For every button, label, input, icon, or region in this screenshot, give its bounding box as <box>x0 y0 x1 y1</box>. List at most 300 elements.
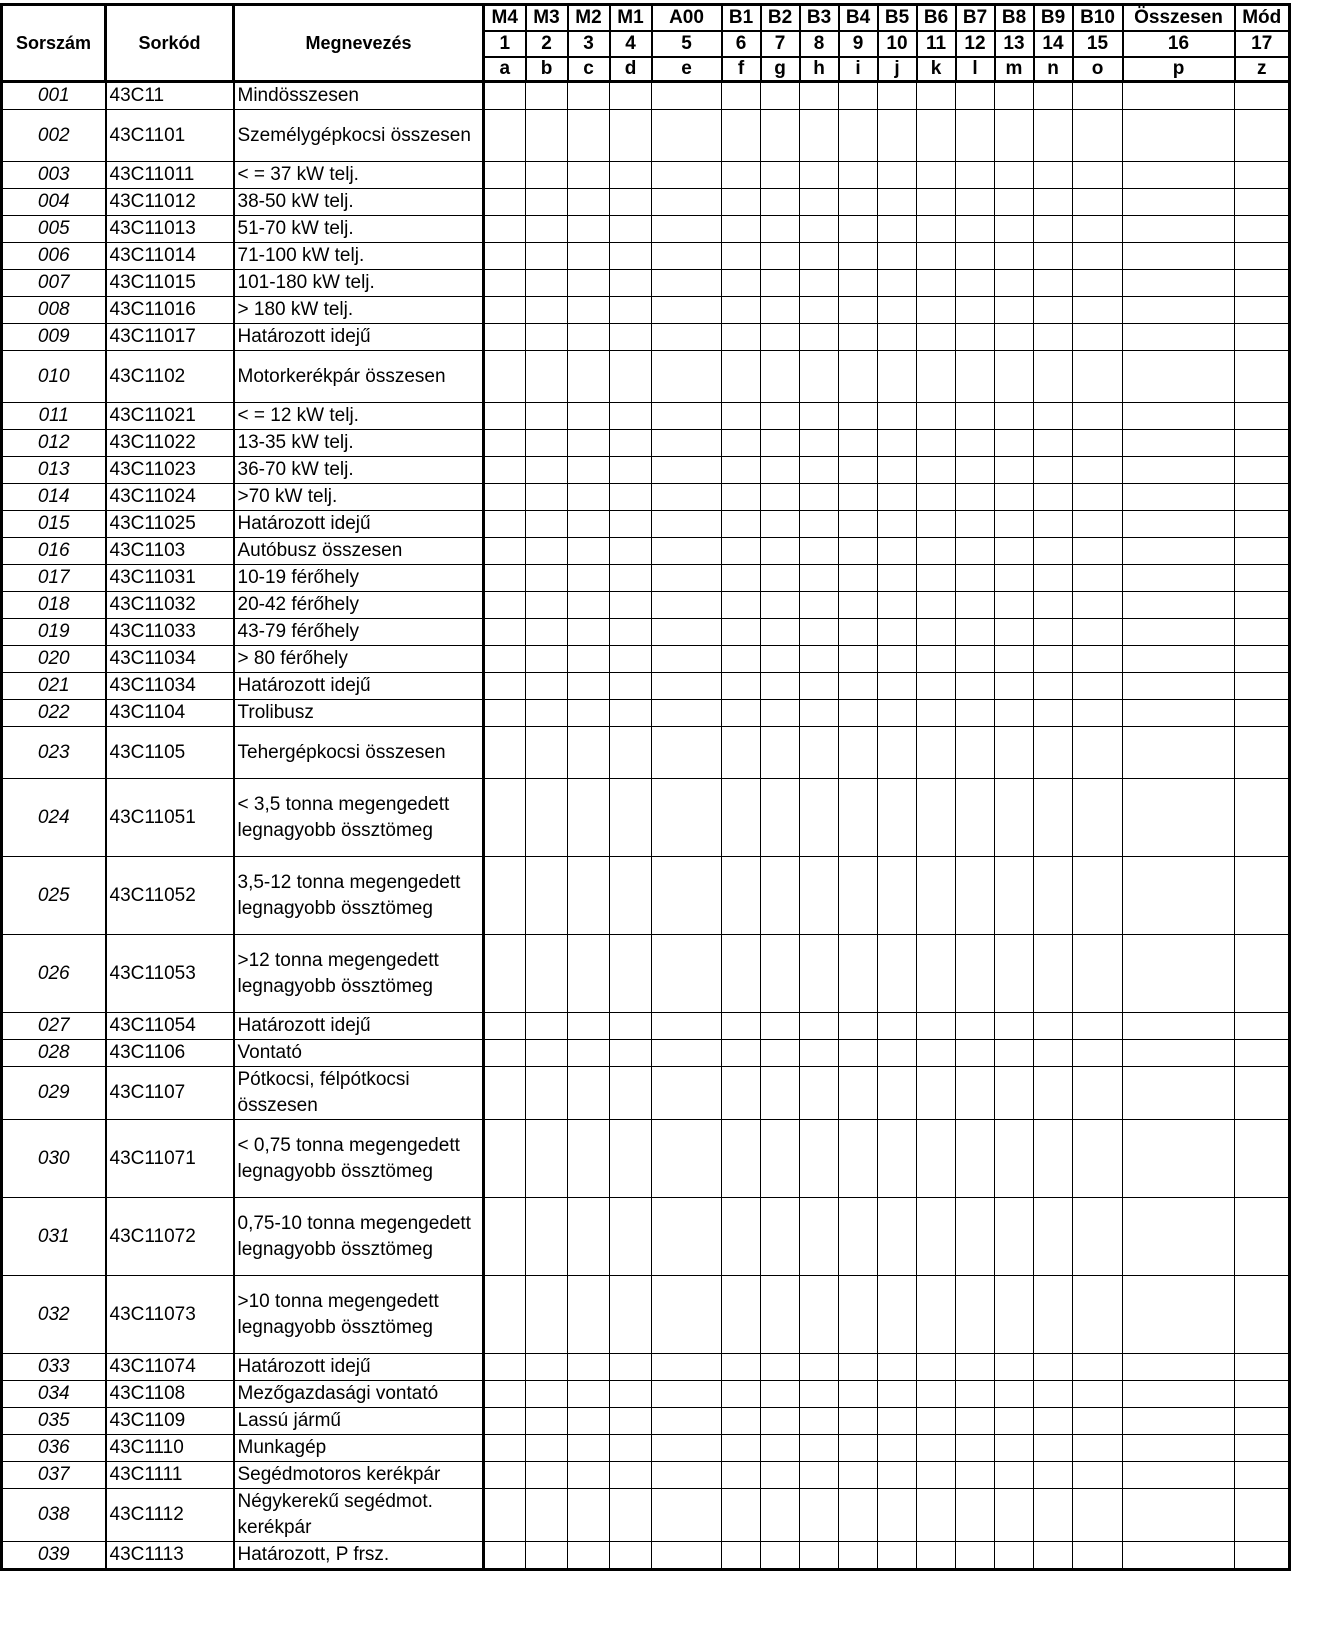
data-entry-cell[interactable] <box>917 1276 956 1354</box>
data-entry-cell[interactable] <box>1073 1120 1123 1198</box>
data-entry-cell[interactable] <box>1034 1435 1073 1462</box>
data-entry-cell[interactable] <box>1123 189 1235 216</box>
data-entry-cell[interactable] <box>1123 619 1235 646</box>
data-entry-cell[interactable] <box>1034 430 1073 457</box>
data-entry-cell[interactable] <box>722 538 761 565</box>
data-entry-cell[interactable] <box>568 110 610 162</box>
data-entry-cell[interactable] <box>568 430 610 457</box>
data-entry-cell[interactable] <box>1073 1067 1123 1120</box>
data-entry-cell[interactable] <box>652 565 722 592</box>
data-entry-cell[interactable] <box>878 935 917 1013</box>
data-entry-cell[interactable] <box>761 1120 800 1198</box>
data-entry-cell[interactable] <box>761 1542 800 1570</box>
data-entry-cell[interactable] <box>956 351 995 403</box>
data-entry-cell[interactable] <box>1073 1462 1123 1489</box>
data-entry-cell[interactable] <box>956 1276 995 1354</box>
data-entry-cell[interactable] <box>526 457 568 484</box>
data-entry-cell[interactable] <box>1034 216 1073 243</box>
data-entry-cell[interactable] <box>652 1276 722 1354</box>
data-entry-cell[interactable] <box>1235 270 1290 297</box>
data-entry-cell[interactable] <box>526 1354 568 1381</box>
data-entry-cell[interactable] <box>800 1542 839 1570</box>
data-entry-cell[interactable] <box>568 619 610 646</box>
data-entry-cell[interactable] <box>917 1354 956 1381</box>
data-entry-cell[interactable] <box>1123 857 1235 935</box>
data-entry-cell[interactable] <box>917 1542 956 1570</box>
data-entry-cell[interactable] <box>839 592 878 619</box>
data-entry-cell[interactable] <box>995 1489 1034 1542</box>
data-entry-cell[interactable] <box>800 1354 839 1381</box>
data-entry-cell[interactable] <box>568 1542 610 1570</box>
data-entry-cell[interactable] <box>878 243 917 270</box>
data-entry-cell[interactable] <box>1073 538 1123 565</box>
data-entry-cell[interactable] <box>1235 457 1290 484</box>
data-entry-cell[interactable] <box>1123 324 1235 351</box>
data-entry-cell[interactable] <box>1034 673 1073 700</box>
data-entry-cell[interactable] <box>995 1435 1034 1462</box>
data-entry-cell[interactable] <box>526 189 568 216</box>
data-entry-cell[interactable] <box>1123 511 1235 538</box>
data-entry-cell[interactable] <box>878 646 917 673</box>
data-entry-cell[interactable] <box>1123 270 1235 297</box>
data-entry-cell[interactable] <box>800 779 839 857</box>
data-entry-cell[interactable] <box>1123 403 1235 430</box>
data-entry-cell[interactable] <box>878 1408 917 1435</box>
data-entry-cell[interactable] <box>878 324 917 351</box>
data-entry-cell[interactable] <box>568 1489 610 1542</box>
data-entry-cell[interactable] <box>1235 1542 1290 1570</box>
data-entry-cell[interactable] <box>652 1542 722 1570</box>
data-entry-cell[interactable] <box>839 216 878 243</box>
data-entry-cell[interactable] <box>652 189 722 216</box>
data-entry-cell[interactable] <box>1123 1198 1235 1276</box>
data-entry-cell[interactable] <box>568 935 610 1013</box>
data-entry-cell[interactable] <box>956 673 995 700</box>
data-entry-cell[interactable] <box>995 189 1034 216</box>
data-entry-cell[interactable] <box>1034 189 1073 216</box>
data-entry-cell[interactable] <box>761 565 800 592</box>
data-entry-cell[interactable] <box>652 727 722 779</box>
data-entry-cell[interactable] <box>484 1381 526 1408</box>
data-entry-cell[interactable] <box>956 484 995 511</box>
data-entry-cell[interactable] <box>652 324 722 351</box>
data-entry-cell[interactable] <box>761 189 800 216</box>
data-entry-cell[interactable] <box>800 1489 839 1542</box>
data-entry-cell[interactable] <box>610 1013 652 1040</box>
data-entry-cell[interactable] <box>956 297 995 324</box>
data-entry-cell[interactable] <box>568 351 610 403</box>
data-entry-cell[interactable] <box>1034 646 1073 673</box>
data-entry-cell[interactable] <box>800 592 839 619</box>
data-entry-cell[interactable] <box>568 1381 610 1408</box>
data-entry-cell[interactable] <box>722 1435 761 1462</box>
data-entry-cell[interactable] <box>800 110 839 162</box>
data-entry-cell[interactable] <box>995 403 1034 430</box>
data-entry-cell[interactable] <box>568 538 610 565</box>
data-entry-cell[interactable] <box>568 1040 610 1067</box>
data-entry-cell[interactable] <box>839 324 878 351</box>
data-entry-cell[interactable] <box>610 619 652 646</box>
data-entry-cell[interactable] <box>484 592 526 619</box>
data-entry-cell[interactable] <box>610 1040 652 1067</box>
data-entry-cell[interactable] <box>568 162 610 189</box>
data-entry-cell[interactable] <box>568 297 610 324</box>
data-entry-cell[interactable] <box>610 1198 652 1276</box>
data-entry-cell[interactable] <box>610 1408 652 1435</box>
data-entry-cell[interactable] <box>722 270 761 297</box>
data-entry-cell[interactable] <box>1235 511 1290 538</box>
data-entry-cell[interactable] <box>956 1040 995 1067</box>
data-entry-cell[interactable] <box>761 673 800 700</box>
data-entry-cell[interactable] <box>839 538 878 565</box>
data-entry-cell[interactable] <box>484 1435 526 1462</box>
data-entry-cell[interactable] <box>526 1462 568 1489</box>
data-entry-cell[interactable] <box>839 779 878 857</box>
data-entry-cell[interactable] <box>761 1198 800 1276</box>
data-entry-cell[interactable] <box>878 1040 917 1067</box>
data-entry-cell[interactable] <box>1123 1435 1235 1462</box>
data-entry-cell[interactable] <box>722 779 761 857</box>
data-entry-cell[interactable] <box>1235 673 1290 700</box>
data-entry-cell[interactable] <box>526 82 568 110</box>
data-entry-cell[interactable] <box>761 430 800 457</box>
data-entry-cell[interactable] <box>839 1542 878 1570</box>
data-entry-cell[interactable] <box>568 779 610 857</box>
data-entry-cell[interactable] <box>839 646 878 673</box>
data-entry-cell[interactable] <box>652 538 722 565</box>
data-entry-cell[interactable] <box>995 297 1034 324</box>
data-entry-cell[interactable] <box>1073 1354 1123 1381</box>
data-entry-cell[interactable] <box>995 216 1034 243</box>
data-entry-cell[interactable] <box>1073 243 1123 270</box>
data-entry-cell[interactable] <box>722 646 761 673</box>
data-entry-cell[interactable] <box>956 727 995 779</box>
data-entry-cell[interactable] <box>878 1276 917 1354</box>
data-entry-cell[interactable] <box>917 673 956 700</box>
data-entry-cell[interactable] <box>956 646 995 673</box>
data-entry-cell[interactable] <box>568 565 610 592</box>
data-entry-cell[interactable] <box>1073 1489 1123 1542</box>
data-entry-cell[interactable] <box>484 935 526 1013</box>
data-entry-cell[interactable] <box>722 82 761 110</box>
data-entry-cell[interactable] <box>995 270 1034 297</box>
data-entry-cell[interactable] <box>800 511 839 538</box>
data-entry-cell[interactable] <box>878 700 917 727</box>
data-entry-cell[interactable] <box>1123 592 1235 619</box>
data-entry-cell[interactable] <box>1073 565 1123 592</box>
data-entry-cell[interactable] <box>484 538 526 565</box>
data-entry-cell[interactable] <box>1123 243 1235 270</box>
data-entry-cell[interactable] <box>568 511 610 538</box>
data-entry-cell[interactable] <box>568 403 610 430</box>
data-entry-cell[interactable] <box>526 324 568 351</box>
data-entry-cell[interactable] <box>839 1354 878 1381</box>
data-entry-cell[interactable] <box>917 779 956 857</box>
data-entry-cell[interactable] <box>917 270 956 297</box>
data-entry-cell[interactable] <box>722 484 761 511</box>
data-entry-cell[interactable] <box>526 430 568 457</box>
data-entry-cell[interactable] <box>761 1462 800 1489</box>
data-entry-cell[interactable] <box>878 1381 917 1408</box>
data-entry-cell[interactable] <box>722 457 761 484</box>
data-entry-cell[interactable] <box>1123 110 1235 162</box>
data-entry-cell[interactable] <box>1073 619 1123 646</box>
data-entry-cell[interactable] <box>1235 700 1290 727</box>
data-entry-cell[interactable] <box>800 538 839 565</box>
data-entry-cell[interactable] <box>722 511 761 538</box>
data-entry-cell[interactable] <box>484 619 526 646</box>
data-entry-cell[interactable] <box>568 673 610 700</box>
data-entry-cell[interactable] <box>652 935 722 1013</box>
data-entry-cell[interactable] <box>610 216 652 243</box>
data-entry-cell[interactable] <box>722 297 761 324</box>
data-entry-cell[interactable] <box>568 1435 610 1462</box>
data-entry-cell[interactable] <box>995 82 1034 110</box>
data-entry-cell[interactable] <box>1034 351 1073 403</box>
data-entry-cell[interactable] <box>917 324 956 351</box>
data-entry-cell[interactable] <box>878 673 917 700</box>
data-entry-cell[interactable] <box>761 216 800 243</box>
data-entry-cell[interactable] <box>878 297 917 324</box>
data-entry-cell[interactable] <box>917 351 956 403</box>
data-entry-cell[interactable] <box>610 297 652 324</box>
data-entry-cell[interactable] <box>526 1489 568 1542</box>
data-entry-cell[interactable] <box>526 511 568 538</box>
data-entry-cell[interactable] <box>652 1435 722 1462</box>
data-entry-cell[interactable] <box>610 727 652 779</box>
data-entry-cell[interactable] <box>526 297 568 324</box>
data-entry-cell[interactable] <box>484 430 526 457</box>
data-entry-cell[interactable] <box>995 1120 1034 1198</box>
data-entry-cell[interactable] <box>1235 162 1290 189</box>
data-entry-cell[interactable] <box>610 935 652 1013</box>
data-entry-cell[interactable] <box>917 189 956 216</box>
data-entry-cell[interactable] <box>1073 1435 1123 1462</box>
data-entry-cell[interactable] <box>526 403 568 430</box>
data-entry-cell[interactable] <box>1034 403 1073 430</box>
data-entry-cell[interactable] <box>652 700 722 727</box>
data-entry-cell[interactable] <box>610 243 652 270</box>
data-entry-cell[interactable] <box>878 857 917 935</box>
data-entry-cell[interactable] <box>568 646 610 673</box>
data-entry-cell[interactable] <box>484 646 526 673</box>
data-entry-cell[interactable] <box>652 1354 722 1381</box>
data-entry-cell[interactable] <box>610 162 652 189</box>
data-entry-cell[interactable] <box>917 511 956 538</box>
data-entry-cell[interactable] <box>722 1013 761 1040</box>
data-entry-cell[interactable] <box>1123 779 1235 857</box>
data-entry-cell[interactable] <box>652 1067 722 1120</box>
data-entry-cell[interactable] <box>995 1354 1034 1381</box>
data-entry-cell[interactable] <box>1034 1067 1073 1120</box>
data-entry-cell[interactable] <box>995 779 1034 857</box>
data-entry-cell[interactable] <box>800 565 839 592</box>
data-entry-cell[interactable] <box>1073 1040 1123 1067</box>
data-entry-cell[interactable] <box>610 324 652 351</box>
data-entry-cell[interactable] <box>1123 457 1235 484</box>
data-entry-cell[interactable] <box>800 484 839 511</box>
data-entry-cell[interactable] <box>1123 484 1235 511</box>
data-entry-cell[interactable] <box>1073 935 1123 1013</box>
data-entry-cell[interactable] <box>1235 430 1290 457</box>
data-entry-cell[interactable] <box>1235 565 1290 592</box>
data-entry-cell[interactable] <box>526 484 568 511</box>
data-entry-cell[interactable] <box>878 727 917 779</box>
data-entry-cell[interactable] <box>800 1381 839 1408</box>
data-entry-cell[interactable] <box>917 619 956 646</box>
data-entry-cell[interactable] <box>722 1489 761 1542</box>
data-entry-cell[interactable] <box>917 1489 956 1542</box>
data-entry-cell[interactable] <box>1073 403 1123 430</box>
data-entry-cell[interactable] <box>995 243 1034 270</box>
data-entry-cell[interactable] <box>878 82 917 110</box>
data-entry-cell[interactable] <box>1123 673 1235 700</box>
data-entry-cell[interactable] <box>761 1408 800 1435</box>
data-entry-cell[interactable] <box>878 430 917 457</box>
data-entry-cell[interactable] <box>917 457 956 484</box>
data-entry-cell[interactable] <box>610 110 652 162</box>
data-entry-cell[interactable] <box>839 484 878 511</box>
data-entry-cell[interactable] <box>839 1276 878 1354</box>
data-entry-cell[interactable] <box>526 727 568 779</box>
data-entry-cell[interactable] <box>800 82 839 110</box>
data-entry-cell[interactable] <box>878 1489 917 1542</box>
data-entry-cell[interactable] <box>839 1462 878 1489</box>
data-entry-cell[interactable] <box>956 700 995 727</box>
data-entry-cell[interactable] <box>917 1013 956 1040</box>
data-entry-cell[interactable] <box>652 1381 722 1408</box>
data-entry-cell[interactable] <box>568 700 610 727</box>
data-entry-cell[interactable] <box>610 565 652 592</box>
data-entry-cell[interactable] <box>839 110 878 162</box>
data-entry-cell[interactable] <box>1034 935 1073 1013</box>
data-entry-cell[interactable] <box>1034 1408 1073 1435</box>
data-entry-cell[interactable] <box>652 110 722 162</box>
data-entry-cell[interactable] <box>839 1381 878 1408</box>
data-entry-cell[interactable] <box>761 1354 800 1381</box>
data-entry-cell[interactable] <box>484 779 526 857</box>
data-entry-cell[interactable] <box>484 270 526 297</box>
data-entry-cell[interactable] <box>722 727 761 779</box>
data-entry-cell[interactable] <box>1034 1120 1073 1198</box>
data-entry-cell[interactable] <box>761 727 800 779</box>
data-entry-cell[interactable] <box>761 646 800 673</box>
data-entry-cell[interactable] <box>484 243 526 270</box>
data-entry-cell[interactable] <box>1235 1040 1290 1067</box>
data-entry-cell[interactable] <box>652 1489 722 1542</box>
data-entry-cell[interactable] <box>1123 1462 1235 1489</box>
data-entry-cell[interactable] <box>1034 592 1073 619</box>
data-entry-cell[interactable] <box>722 857 761 935</box>
data-entry-cell[interactable] <box>484 673 526 700</box>
data-entry-cell[interactable] <box>917 1067 956 1120</box>
data-entry-cell[interactable] <box>761 162 800 189</box>
data-entry-cell[interactable] <box>1034 619 1073 646</box>
data-entry-cell[interactable] <box>1073 216 1123 243</box>
data-entry-cell[interactable] <box>526 1040 568 1067</box>
data-entry-cell[interactable] <box>526 270 568 297</box>
data-entry-cell[interactable] <box>995 1198 1034 1276</box>
data-entry-cell[interactable] <box>1123 1381 1235 1408</box>
data-entry-cell[interactable] <box>484 1489 526 1542</box>
data-entry-cell[interactable] <box>1123 1276 1235 1354</box>
data-entry-cell[interactable] <box>484 324 526 351</box>
data-entry-cell[interactable] <box>839 162 878 189</box>
data-entry-cell[interactable] <box>610 646 652 673</box>
data-entry-cell[interactable] <box>1073 511 1123 538</box>
data-entry-cell[interactable] <box>722 110 761 162</box>
data-entry-cell[interactable] <box>800 1013 839 1040</box>
data-entry-cell[interactable] <box>722 565 761 592</box>
data-entry-cell[interactable] <box>800 1276 839 1354</box>
data-entry-cell[interactable] <box>995 1276 1034 1354</box>
data-entry-cell[interactable] <box>1073 430 1123 457</box>
data-entry-cell[interactable] <box>568 1120 610 1198</box>
data-entry-cell[interactable] <box>1073 1198 1123 1276</box>
data-entry-cell[interactable] <box>484 189 526 216</box>
data-entry-cell[interactable] <box>917 403 956 430</box>
data-entry-cell[interactable] <box>1034 243 1073 270</box>
data-entry-cell[interactable] <box>800 457 839 484</box>
data-entry-cell[interactable] <box>526 619 568 646</box>
data-entry-cell[interactable] <box>1073 857 1123 935</box>
data-entry-cell[interactable] <box>956 162 995 189</box>
data-entry-cell[interactable] <box>878 1198 917 1276</box>
data-entry-cell[interactable] <box>956 1408 995 1435</box>
data-entry-cell[interactable] <box>917 243 956 270</box>
data-entry-cell[interactable] <box>956 324 995 351</box>
data-entry-cell[interactable] <box>722 1120 761 1198</box>
data-entry-cell[interactable] <box>1073 1542 1123 1570</box>
data-entry-cell[interactable] <box>1073 457 1123 484</box>
data-entry-cell[interactable] <box>1235 1408 1290 1435</box>
data-entry-cell[interactable] <box>839 457 878 484</box>
data-entry-cell[interactable] <box>610 1462 652 1489</box>
data-entry-cell[interactable] <box>878 484 917 511</box>
data-entry-cell[interactable] <box>878 1354 917 1381</box>
data-entry-cell[interactable] <box>484 1013 526 1040</box>
data-entry-cell[interactable] <box>839 189 878 216</box>
data-entry-cell[interactable] <box>568 1408 610 1435</box>
data-entry-cell[interactable] <box>1123 1067 1235 1120</box>
data-entry-cell[interactable] <box>1034 538 1073 565</box>
data-entry-cell[interactable] <box>1073 673 1123 700</box>
data-entry-cell[interactable] <box>484 565 526 592</box>
data-entry-cell[interactable] <box>1235 1198 1290 1276</box>
data-entry-cell[interactable] <box>722 673 761 700</box>
data-entry-cell[interactable] <box>484 511 526 538</box>
data-entry-cell[interactable] <box>1235 619 1290 646</box>
data-entry-cell[interactable] <box>956 935 995 1013</box>
data-entry-cell[interactable] <box>1123 1354 1235 1381</box>
data-entry-cell[interactable] <box>800 1067 839 1120</box>
data-entry-cell[interactable] <box>610 270 652 297</box>
data-entry-cell[interactable] <box>526 673 568 700</box>
data-entry-cell[interactable] <box>610 189 652 216</box>
data-entry-cell[interactable] <box>1073 779 1123 857</box>
data-entry-cell[interactable] <box>839 1067 878 1120</box>
data-entry-cell[interactable] <box>652 216 722 243</box>
data-entry-cell[interactable] <box>526 1381 568 1408</box>
data-entry-cell[interactable] <box>652 351 722 403</box>
data-entry-cell[interactable] <box>652 857 722 935</box>
data-entry-cell[interactable] <box>800 297 839 324</box>
data-entry-cell[interactable] <box>917 727 956 779</box>
data-entry-cell[interactable] <box>722 1198 761 1276</box>
data-entry-cell[interactable] <box>761 857 800 935</box>
data-entry-cell[interactable] <box>526 1067 568 1120</box>
data-entry-cell[interactable] <box>956 1120 995 1198</box>
